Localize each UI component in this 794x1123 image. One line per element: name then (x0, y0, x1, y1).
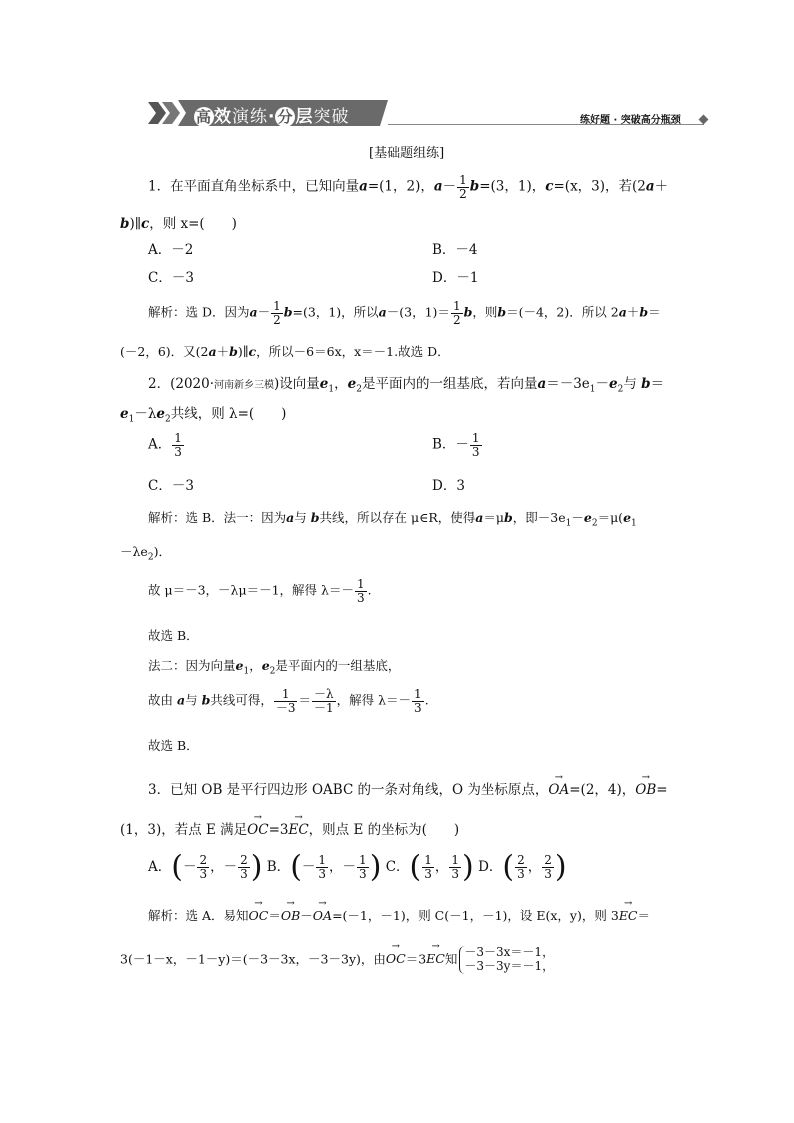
q1-option-d: D．－1 (432, 270, 479, 286)
q1-solution-line1: 解析：选 D．因为a－ $\frac{1}{2}$ b=(3，1)，所以a－(3，1)＝ $\frac{1}{2}$ b，则b＝(－4，2)．所以 2a＋b＝ (148, 299, 661, 327)
q2-stem-line1: 2．(2020·河南新乡三模)设向量$e_1$，$e_2$是平面内的一组基底，若向量$a=-3e_1-e_2$与 b＝ (148, 376, 665, 395)
header-banner (148, 100, 388, 126)
q1-stem-line2: b)∥c，则 x=( ) (120, 216, 237, 232)
q1-option-c: C．－3 (148, 270, 194, 286)
banner-char-5: 层 (295, 107, 314, 127)
q2-stem-line2: $e_1-\lambda e_2$共线，则 λ=( ) (120, 406, 287, 425)
section-title: [基础题组练] (369, 146, 445, 161)
q1-stem-line1: 1．在平面直角坐标系中，已知向量a=(1，2)，a－ $\frac{1}{2}$ b=(3，1)，c=(x，3)，若(2a＋ (148, 173, 669, 201)
q2-solution-line4: 故选 B． (148, 628, 199, 643)
q3-option-d: D．( $\frac{2}{3}$ ， $\frac{2}{3}$ ) (478, 849, 567, 884)
q2-solution-line3: 故 μ＝－3，－λμ＝－1，解得 λ＝－ $\frac{1}{3}$ . (148, 577, 372, 605)
q3-stem-line1: 3．已知 OB 是平行四边形 OABC 的一条对角线，O 为坐标原点，→ OA=(2，4)，→ OB= (148, 778, 668, 798)
banner-char-4: 分 (277, 108, 294, 126)
q3-option-a: A．(－ $\frac{2}{3}$ ，－ $\frac{2}{3}$ ) (148, 849, 263, 884)
banner-char-6: 突破 (313, 107, 350, 127)
banner-dot: · (268, 107, 276, 127)
q2-solution-line2: $-\lambda e_2$)． (120, 544, 171, 563)
diamond-icon (699, 115, 709, 125)
q1-option-a: A．－2 (148, 242, 194, 258)
q2-option-a: A． $\frac{1}{3}$ (148, 431, 182, 459)
q2-option-c: C．－3 (148, 478, 194, 494)
banner-char-3: 演练 (232, 107, 268, 127)
q3-solution-line1: 解析：选 A．易知→ OC＝→ OB－→ OA=(－1，－1)，则 C(－1，－1)，设 E(x，y)，则 3→ EC＝ (148, 906, 650, 924)
q2-option-d: D．3 (432, 478, 465, 494)
header-right-tag: 练好题 · 突破高分瓶颈 (580, 115, 681, 126)
q3-stem-line2: (1，3)，若点 E 满足→ OC=3→ EC，则点 E 的坐标为( ) (120, 818, 459, 838)
q1-solution-line2: (－2，6)．又(2a＋b)∥c，所以－6＝6x，x＝－1.故选 D． (120, 344, 450, 359)
banner-char-2: 效 (214, 107, 232, 127)
q1-option-b: B．－4 (432, 242, 478, 258)
q2-solution-line6: 故由 a与 b共线可得， $\frac{1}{-3}$ ＝ $\frac{-\lambda}{-1}$ ，解得 λ＝－ $\frac{1}{3}$ . (148, 687, 429, 715)
banner-char-1: 高 (195, 108, 212, 126)
q3-options (148, 849, 567, 884)
q3-option-b: B．(－ $\frac{1}{3}$ ，－ $\frac{1}{3}$ ) (266, 849, 382, 884)
q2-solution-line7: 故选 B． (148, 738, 199, 753)
q2-option-b: B．－ $\frac{1}{3}$ (432, 431, 480, 459)
q2-solution-line5: 法二：因为向量$e_1$，$e_2$是平面内的一组基底， (148, 658, 401, 677)
q3-solution-line2: 3(－1－x，－1－y)＝(－3－3x，－3－3y)，由→ OC＝3→ EC知 －3－3x＝－1， －3－3y＝－1， (120, 946, 554, 974)
q3-option-c: C．( $\frac{1}{3}$ ， $\frac{1}{3}$ ) (385, 849, 474, 884)
q2-solution-line1: 解析：选 B．法一：因为a与 b共线，所以存在 μ∈R，使得a＝μb，即$-3e_1-e_2=\mu(e_1$ (148, 510, 637, 529)
